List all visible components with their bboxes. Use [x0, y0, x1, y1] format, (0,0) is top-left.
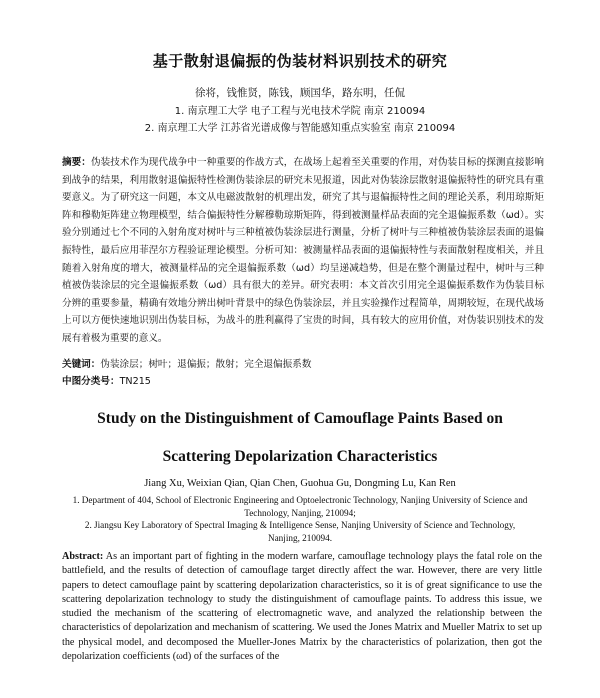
chinese-keywords-text: 伪装涂层；树叶；退偏振；散射；完全退偏振系数 [100, 359, 312, 370]
chinese-abstract-label: 摘要： [62, 157, 91, 168]
english-authors: Jiang Xu, Weixian Qian, Qian Chen, Guohua Gu, Dongming Lu, Kan Ren [144, 478, 456, 489]
chinese-affiliation-1: 1. 南京理工大学 电子工程与光电技术学院 南京 210094 [174, 106, 426, 117]
chinese-classification-label: 中图分类号： [62, 376, 120, 387]
chinese-abstract-text: 伪装技术作为现代战争中一种重要的作战方式，在战场上起着至关重要的作用，对伪装目标的探测直接影响到战争的结果，利用散射退偏振特性检测伪装涂层的研究未见报道，因此对伪装涂层散射退偏振特性的研究具有重要意义。为了研究这一问题，本文从电磁波散射的机理出发，研究了其与退偏振特性之间的理论关系，利用琼斯矩阵和穆勒矩阵建立物理模型，结合偏振特性分解穆勒琼斯矩阵，得到被测量样品表面的完全退偏振系数（ωd）。实验分别通过七个不同的入射角度对树叶与三种植被伪装涂层进行测量，分析了树叶与三种植被伪装涂层表面的退偏振特性，最后应用菲涅尔方程验证理论模型。分析可知：被测量样品表面的退偏振特性与表面散射程度相关，并且随着入射角度的增大，被测量样品的完全退偏振系数（ωd）均呈递减趋势，但是在整个测量过程中，树叶与三种植被伪装涂层的完全退偏振系数（ωd）具有很大的差异。研究表明：本文首次引用完全退偏振系数作为伪装目标分辨的重要参量，精确有效地分辨出树叶背景中的绿色伪装涂层，并且实验操作过程简单，周期较短，在现代战场上可以方便快速地识别出伪装目标，为战斗的胜利赢得了宝贵的时间，具有较大的应用价值，对伪装识别技术的发展有着极为重要的意义。 [62, 157, 545, 344]
chinese-classification [62, 373, 151, 387]
english-title-line-1: Study on the Distinguishment of Camouflage Paints Based on [97, 410, 503, 427]
english-affiliation-2: 2. Jiangsu Key Laboratory of Spectral Imaging & Intelligence Sense, Nanjing University of Science and Technology, Nanjing, 210094. [84, 520, 516, 543]
chinese-affiliation-2: 2. 南京理工大学 江苏省光谱成像与智能感知重点实验室 南京 210094 [144, 123, 456, 134]
english-affiliation-1: 1. Department of 404, School of Electronic Engineering and Optoelectronic Technology, Nanjing University of Science and Technology, Nanjing, 210094; [72, 495, 528, 518]
chinese-abstract [62, 154, 544, 348]
chinese-classification-text: TN215 [119, 376, 151, 387]
english-affiliation-block [70, 494, 530, 544]
english-title-line-2: Scattering Depolarization Characteristics [162, 448, 438, 465]
english-abstract [62, 550, 542, 664]
chinese-authors: 徐将，钱惟贤，陈钱，顾国华，路东明，任侃 [195, 87, 405, 99]
chinese-keywords-label: 关键词： [62, 359, 101, 370]
english-abstract-label: Abstract: [62, 551, 104, 562]
chinese-keywords [62, 356, 311, 370]
chinese-title: 基于散射退偏振的伪装材料识别技术的研究 [152, 52, 448, 70]
english-abstract-text: As an important part of fighting in the modern warfare, camouflage technology plays the fatal role on the battlefield, and the results of detection of camouflage target directly affect the war. However, there are very little papers to detect camouflage paint by scattering depolarization characteristics, so it is of great significance to use the scattering depolarization technology to study the distinguishment of camouflage paints. To address this issue, we studied the mechanism of the scattering of electromagnetic wave, and analyzed the relationship between the characteristics of depolarization and mechanism of scattering. We used the Jones Matrix and Mueller Matrix to set up the physical model, and decomposed the Mueller-Jones Matrix by the characteristics of polarization, then got the depolarization coefficients (ωd) of the surfaces of the [62, 551, 542, 663]
